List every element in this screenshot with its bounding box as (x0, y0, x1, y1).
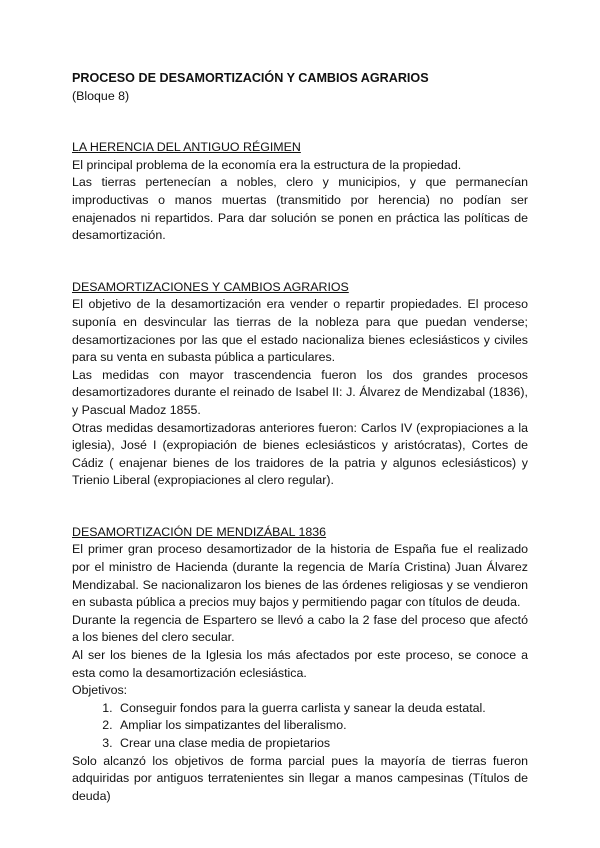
paragraph: El principal problema de la economía era la estructura de la propiedad. (72, 157, 462, 172)
objectives-list (72, 700, 528, 753)
objectives-label: Objetivos: (72, 683, 128, 698)
paragraph: Las medidas con mayor trascendencia fueron los dos grandes procesos desamortizadores durante el reinado de Isabel II: J. Álvarez de Mendizabal (1836), y Pascual Madoz 1855. (72, 367, 528, 417)
list-item: 3. Crear una clase media de propietarios (116, 735, 528, 753)
list-item: 1. Conseguir fondos para la guerra carlista y sanear la deuda estatal. (116, 700, 528, 718)
section-mendizabal (72, 524, 528, 806)
paragraph: Otras medidas desamortizadoras anteriores fueron: Carlos IV (expropiaciones a la iglesia), José I (expropiación de bienes eclesiásticos y aristócratas), Cortes de Cádiz ( enajenar bienes de los traidores de la patria y algunos eclesiásticos) y Trienio Liberal (expropiaciones al clero regular). (72, 420, 528, 488)
paragraph: Solo alcanzó los objetivos de forma parcial pues la mayoría de tierras fueron adquiridas por antiguos terratenientes sin llegar a manos campesinas (Títulos de deuda) (72, 753, 528, 803)
section-herencia (72, 139, 528, 245)
list-item: 2. Ampliar los simpatizantes del liberalismo. (116, 717, 528, 735)
section-heading: DESAMORTIZACIONES Y CAMBIOS AGRARIOS (72, 279, 349, 294)
document-subtitle: (Bloque 8) (72, 88, 130, 103)
paragraph: El primer gran proceso desamortizador de la historia de España fue el realizado por el ministro de Hacienda (durante la regencia de María Cristina) Juan Álvarez Mendizabal. Se nacionalizaron los bienes de las órdenes religiosas y se vendieron en subasta pública a precios muy bajos y permitiendo pagar con títulos de deuda. (72, 542, 528, 610)
paragraph: Al ser los bienes de la Iglesia los más afectados por este proceso, se conoce a esta como la desamortización eclesiástica. (72, 648, 528, 680)
document-page (72, 70, 528, 805)
paragraph: El objetivo de la desamortización era vender o repartir propiedades. El proceso suponía en desvincular las tierras de la nobleza para que puedan venderse; desamortizaciones por las que el estado nacionaliza bienes eclesiásticos y civiles para su venta en subasta pública a particulares. (72, 297, 528, 365)
section-desamortizaciones (72, 279, 528, 490)
section-heading: DESAMORTIZACIÓN DE MENDIZÁBAL 1836 (72, 524, 327, 539)
document-title: PROCESO DE DESAMORTIZACIÓN Y CAMBIOS AGRARIOS (72, 71, 429, 85)
paragraph: Durante la regencia de Espartero se llevó a cabo la 2 fase del proceso que afectó a los bienes del clero secular. (72, 612, 528, 645)
section-heading: LA HERENCIA DEL ANTIGUO RÉGIMEN (72, 140, 301, 155)
paragraph: Las tierras pertenecían a nobles, clero y municipios, y que permanecían improductivas o manos muertas (transmitido por herencia) no podían ser enajenados ni repartidos. Para dar solución se ponen en práctica las políticas de desamortización. (72, 175, 528, 243)
